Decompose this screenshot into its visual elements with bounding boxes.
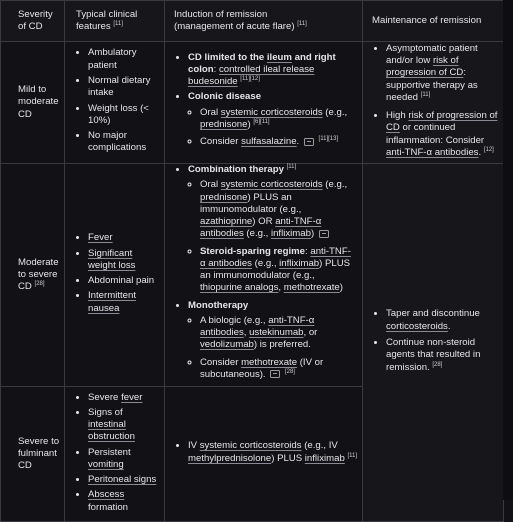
list-item: • Normal dietary intake xyxy=(88,75,160,100)
list-item: ◦ Oral systemic corticosteroids (e.g., prednisone) PLUS an immunomodulator (e.g., azathioprine) OR anti-TNF-α antibodies (e.g., infliximab) xyxy=(200,179,354,240)
link-vedolizumab[interactable]: vedolizumab xyxy=(200,339,254,351)
link-ustekinumab[interactable]: ustekinumab xyxy=(249,327,304,339)
info-box-icon[interactable] xyxy=(319,230,329,238)
list-item: • Combination therapy [11] ◦ Oral systemic corticosteroids (e.g., prednisone) PLUS an immunomodulator (e.g., azathioprine) OR anti-TNF-α antibodies (e.g., infliximab) ◦ Steroid-sparing regime: anti-TNF-α antibodies (e.g., infliximab) PLUS an immunomodulator (e.g., thiopurine analogs, methotrexate) xyxy=(188,164,358,295)
link-fever[interactable]: Fever xyxy=(88,232,113,244)
list-item: • Abdominal pain xyxy=(88,275,160,287)
maintenance-moderate-severe xyxy=(363,164,504,522)
link-thiopurine[interactable]: thiopurine analogs xyxy=(200,282,279,294)
maintenance-mild xyxy=(363,42,504,164)
link-intestinal-obstruction[interactable]: intestinal obstruction xyxy=(88,419,135,443)
list-item: • Signs of intestinal obstruction xyxy=(88,407,160,444)
ref[interactable]: [28] xyxy=(432,361,443,368)
link-azathioprine[interactable]: azathioprine xyxy=(200,216,253,228)
scroll-edge xyxy=(503,0,513,500)
link-anti-tnf[interactable]: anti-TNF-α antibodies xyxy=(200,245,351,269)
link-budesonide[interactable]: controlled ileal release budesonide xyxy=(188,63,315,88)
link-abscess[interactable]: Abscess xyxy=(88,489,125,501)
link-anti-tnf[interactable]: anti-TNF-α antibodies xyxy=(200,216,322,240)
list-item: • High risk of progression of CD or continued inflammation: Consider anti-TNF-α antibodies. [12] xyxy=(386,110,499,159)
link-nausea[interactable]: Intermittent nausea xyxy=(88,290,136,314)
link-systemic-corticosteroids[interactable]: systemic corticosteroids xyxy=(199,440,302,452)
ref[interactable]: [11][12] xyxy=(240,75,260,82)
list-item: • Weight loss (< 10%) xyxy=(88,103,160,128)
list-item: ◦ Oral systemic corticosteroids (e.g., prednisone) [6][11] xyxy=(200,107,354,132)
list-item: • Asymptomatic patient and/or low risk of progression of CD: supportive therapy as needed [11] xyxy=(386,43,499,104)
info-box-icon[interactable] xyxy=(304,138,314,146)
features-moderate xyxy=(65,164,165,387)
link-methotrexate[interactable]: methotrexate xyxy=(283,282,340,294)
ref[interactable]: [11][13] xyxy=(318,135,339,142)
list-item: ◦ Consider methotrexate (IV or subcutaneous). [28] xyxy=(200,357,354,382)
list-item: • Abscess formation xyxy=(88,489,160,514)
header-induction: Induction of remission (management of acute flare) [11] xyxy=(165,1,363,42)
link-weight-loss[interactable]: Significant weight loss xyxy=(88,247,136,271)
header-severity: Severity of CD xyxy=(1,1,65,42)
induction-severe xyxy=(165,387,363,522)
features-severe xyxy=(65,387,165,522)
list-item: • Monotherapy ◦ A biologic (e.g., anti-TNF-α antibodies, ustekinumab, or vedolizumab) is preferred. ◦ Consider methotrexate (IV or subcutaneous). [28] xyxy=(188,300,358,382)
table-row xyxy=(1,164,504,387)
link-infliximab[interactable]: infliximab xyxy=(270,228,311,240)
ref[interactable]: [6][11] xyxy=(253,118,270,125)
ref[interactable]: [11] xyxy=(420,91,431,98)
link-systemic-corticosteroids[interactable]: systemic corticosteroids xyxy=(220,179,323,191)
list-item: • No major complications xyxy=(88,130,160,155)
list-item: • Ambulatory patient xyxy=(88,47,160,72)
link-corticosteroids[interactable]: corticosteroids xyxy=(386,320,448,332)
link-infliximab[interactable]: infliximab xyxy=(304,452,345,464)
features-mild xyxy=(65,42,165,164)
list-item: • Taper and discontinue corticosteroids. xyxy=(386,308,499,333)
ref[interactable]: [28] xyxy=(34,281,45,288)
list-item: • Continue non-steroid agents that resulted in remission. [28] xyxy=(386,337,499,374)
link-sulfasalazine[interactable]: sulfasalazine xyxy=(241,136,297,148)
header-features-ref[interactable]: [11] xyxy=(113,20,123,27)
link-infliximab[interactable]: infliximab xyxy=(279,257,320,269)
link-peritoneal-signs[interactable]: Peritoneal signs xyxy=(88,474,157,486)
link-prednisone[interactable]: prednisone xyxy=(200,191,248,203)
link-anti-tnf[interactable]: anti-TNF-α antibodies xyxy=(386,146,479,158)
link-prednisone[interactable]: prednisone xyxy=(200,118,248,130)
list-item: ◦ Consider sulfasalazine. [11][13] xyxy=(200,136,354,148)
list-item: • Colonic disease ◦ Oral systemic corticosteroids (e.g., prednisone) [6][11] ◦ Consider sulfasalazine. [11][13] xyxy=(188,91,358,148)
list-item xyxy=(88,290,160,315)
table-row xyxy=(1,42,504,164)
header-features: Typical clinical features [11] xyxy=(65,1,165,42)
list-item: ◦ A biologic (e.g., anti-TNF-α antibodies, ustekinumab, or vedolizumab) is preferred. xyxy=(200,315,354,352)
ref[interactable]: [11] xyxy=(286,163,297,170)
list-item: • Persistent vomiting xyxy=(88,447,160,472)
link-vomiting[interactable]: vomiting xyxy=(88,458,124,470)
link-risk-progression[interactable]: risk of progression of CD xyxy=(386,55,464,79)
header-induction-ref[interactable]: [11] xyxy=(297,20,307,27)
severity-moderate: Moderate to severe CD [28] xyxy=(1,164,65,387)
list-item: • Severe fever xyxy=(88,392,160,404)
link-methylprednisolone[interactable]: methylprednisolone xyxy=(188,452,272,464)
link-systemic-corticosteroids[interactable]: systemic corticosteroids xyxy=(220,106,323,118)
header-maintenance: Maintenance of remission xyxy=(363,1,504,42)
list-item xyxy=(88,232,160,244)
list-item xyxy=(88,474,160,486)
link-anti-tnf[interactable]: anti-TNF-α antibodies xyxy=(200,314,315,339)
ref[interactable]: [12] xyxy=(483,146,494,153)
list-item xyxy=(88,248,160,273)
link-fever[interactable]: fever xyxy=(121,391,143,403)
severity-mild: Mild to moderate CD xyxy=(1,42,65,164)
link-risk-progression[interactable]: risk of progression of CD xyxy=(386,110,498,134)
list-item: • CD limited to the ileum and right colon: controlled ileal release budesonide [11][12] xyxy=(188,52,358,89)
link-methotrexate[interactable]: methotrexate xyxy=(241,356,298,368)
severity-severe: Severe to fulminant CD xyxy=(1,387,65,522)
ref[interactable]: [11] xyxy=(347,452,358,459)
induction-moderate xyxy=(165,164,363,387)
ref[interactable]: [28] xyxy=(284,368,295,375)
list-item: ◦ Steroid-sparing regime: anti-TNF-α antibodies (e.g., infliximab) PLUS an immunomodulator (e.g., thiopurine analogs, methotrexate) xyxy=(200,246,354,295)
info-box-icon[interactable] xyxy=(270,370,280,378)
induction-mild xyxy=(165,42,363,164)
link-ileum[interactable]: ileum xyxy=(266,51,292,63)
list-item: • IV systemic corticosteroids (e.g., IV methylprednisolone) PLUS infliximab [11] xyxy=(188,440,358,465)
